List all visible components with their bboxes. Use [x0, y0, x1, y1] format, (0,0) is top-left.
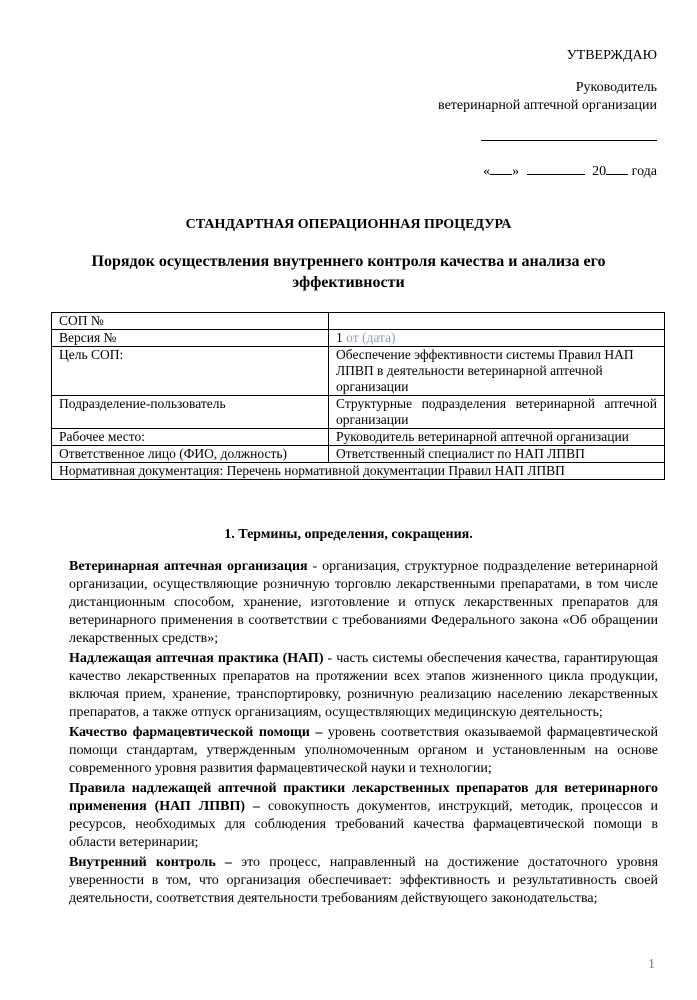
- term-definition: это процесс, направленный на достижение достаточного уровня уверенности в том, что организация обеспечивает: эффективность и результативность своей деятельности, соответствия деятельности требованиям действующего законодательства;: [69, 855, 659, 906]
- page-number: 1: [648, 957, 655, 972]
- term-definition: совокупность документов, инструкций, методик, процессов и ресурсов, необходимых для соблюдения требований качества фармацевтической помощи в области ветеринарии;: [69, 799, 658, 850]
- sop-number-label: СОП №: [52, 313, 329, 330]
- workplace-value: Руководитель ветеринарной аптечной организации: [329, 429, 665, 446]
- term-name: Внутренний контроль –: [69, 855, 232, 870]
- sop-number-value: [329, 313, 665, 330]
- table-row: [52, 347, 665, 396]
- table-row: [52, 396, 665, 429]
- signature-line: [481, 139, 657, 141]
- division-value: Структурные подразделения ветеринарной аптечной организации: [329, 396, 665, 429]
- term-definition: - организация, структурное подразделение ветеринарной организации, осуществляющие розничную торговлю лекарственными препаратами, в том числе дистанционным способом, хранение, изготовление и отпуск лекарственных препаратов для ветеринарного применения в соответствии с требованиями Федерального закона «Об обращении лекарственных средств»;: [69, 559, 658, 646]
- version-value: 1 от (дата): [329, 330, 665, 347]
- version-label: Версия №: [52, 330, 329, 347]
- term-definition: уровень соответствия оказываемой фармацевтической помощи стандартам, утвержденным уполномоченным органом и установленным на основе современного уровня развития фармацевтической науки и технологии;: [69, 725, 658, 776]
- document-type: СТАНДАРТНАЯ ОПЕРАЦИОННАЯ ПРОЦЕДУРА: [185, 217, 512, 232]
- term-definition: - часть системы обеспечения качества, гарантирующая качество лекарственных препаратов на протяжении всех этапов жизненного цикла продукции, включая прием, хранение, транспортировку, розничную реализацию населению лекарственных препаратов, а также отпуск организациям, осуществляющих медицинскую деятельность;: [69, 651, 658, 720]
- term-name: Ветеринарная аптечная организация: [69, 559, 308, 574]
- approval-block: [357, 47, 657, 181]
- table-row: [52, 463, 665, 480]
- term-name: Надлежащая аптечная практика (НАП): [69, 651, 324, 666]
- section-1-title: 1. Термины, определения, сокращения.: [224, 527, 473, 542]
- term-item: [69, 558, 658, 648]
- term-name: Правила надлежащей аптечной практики лекарственных препаратов для ветеринарного применения (НАП ЛПВП) –: [69, 781, 658, 814]
- workplace-label: Рабочее место:: [52, 429, 329, 446]
- table-row: [52, 446, 665, 463]
- approval-date: « » 20 года: [357, 161, 657, 181]
- term-item: [69, 854, 658, 908]
- terms-list: [69, 558, 658, 910]
- term-item: [69, 780, 658, 852]
- division-label: Подразделение-пользователь: [52, 396, 329, 429]
- responsible-label: Ответственное лицо (ФИО, должность): [52, 446, 329, 463]
- approval-title: УТВЕРЖДАЮ: [566, 48, 657, 63]
- table-row: [52, 429, 665, 446]
- term-name: Качество фармацевтической помощи –: [69, 725, 323, 740]
- term-item: [69, 650, 658, 722]
- version-date-placeholder: от (дата): [346, 330, 396, 345]
- goal-value: Обеспечение эффективности системы Правил НАП ЛПВП в деятельности ветеринарной аптечной организации: [329, 347, 665, 396]
- normative-docs: Нормативная документация: Перечень нормативной документации Правил НАП ЛПВП: [52, 463, 665, 480]
- approval-role-line1: Руководитель: [575, 80, 657, 95]
- term-item: [69, 724, 658, 778]
- document-title: Порядок осуществления внутреннего контроля качества и анализа его эффективности: [91, 253, 606, 291]
- responsible-value: Ответственный специалист по НАП ЛПВП: [329, 446, 665, 463]
- sop-info-table: [51, 312, 665, 480]
- table-row: [52, 330, 665, 347]
- table-row: [52, 313, 665, 330]
- approval-role-line2: ветеринарной аптечной организации: [438, 98, 657, 113]
- goal-label: Цель СОП:: [52, 347, 329, 396]
